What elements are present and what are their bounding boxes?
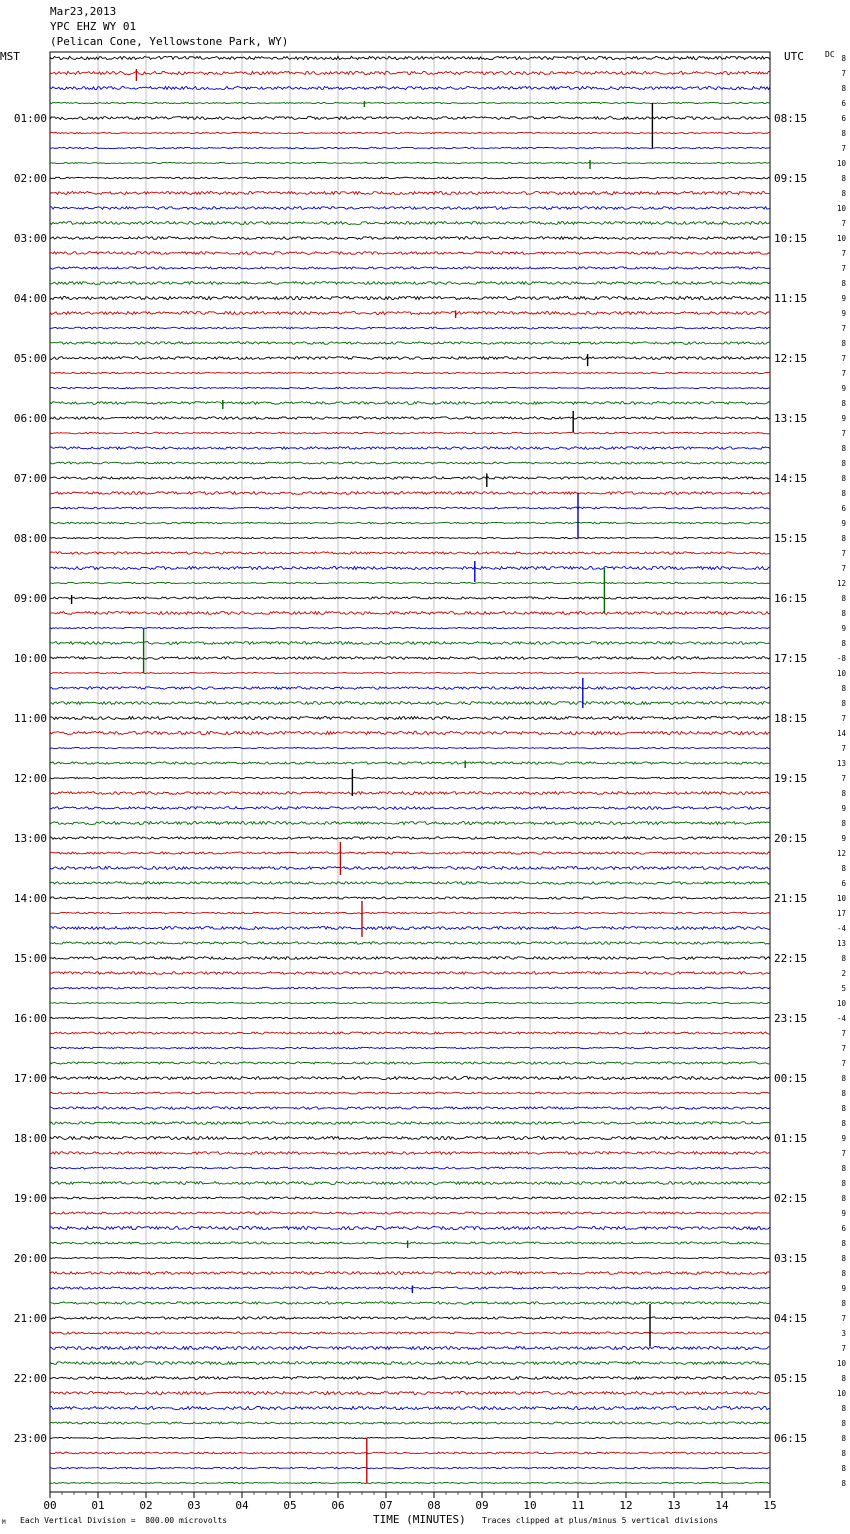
seismic-trace xyxy=(50,102,770,103)
mst-hour-label: 22:00 xyxy=(13,1372,47,1385)
dc-header-label: DC xyxy=(825,50,835,59)
seismic-trace xyxy=(50,777,770,779)
seismic-trace xyxy=(50,432,770,434)
seismic-trace xyxy=(50,657,770,660)
mst-hour-label: 17:00 xyxy=(13,1072,47,1085)
x-tick-label: 07 xyxy=(379,1499,393,1512)
seismic-trace xyxy=(50,282,770,285)
dc-offset-label: 8 xyxy=(841,534,846,543)
chart-title: YPC EHZ WY 01 xyxy=(50,20,137,33)
dc-offset-label: 8 xyxy=(841,864,846,873)
dc-offset-label: 6 xyxy=(841,504,846,513)
seismic-trace xyxy=(50,1076,770,1079)
seismic-trace xyxy=(50,1002,770,1003)
seismic-trace xyxy=(50,71,770,74)
seismic-trace xyxy=(50,327,770,329)
seismic-trace xyxy=(50,342,770,344)
seismic-trace xyxy=(50,462,770,464)
dc-offset-label: 7 xyxy=(841,369,846,378)
mst-hour-label: 16:00 xyxy=(13,1012,47,1025)
utc-hour-label: 03:15 xyxy=(774,1252,808,1265)
seismic-trace xyxy=(50,1242,770,1244)
dc-offset-label: 8 xyxy=(841,1479,846,1488)
dc-offset-label: 8 xyxy=(841,1419,846,1428)
seismic-trace xyxy=(50,1226,770,1229)
dc-offset-label: 8 xyxy=(841,1434,846,1443)
dc-offset-label: 8 xyxy=(841,609,846,618)
dc-offset-label: 6 xyxy=(841,1224,846,1233)
dc-offset-label: 10 xyxy=(836,669,846,678)
dc-offset-label: 8 xyxy=(841,1119,846,1128)
dc-offset-label: 8 xyxy=(841,594,846,603)
seismic-trace xyxy=(50,1257,770,1258)
seismic-trace xyxy=(50,1452,770,1454)
seismic-trace xyxy=(50,447,770,450)
dc-offset-label: 8 xyxy=(841,699,846,708)
dc-offset-label: 7 xyxy=(841,564,846,573)
seismic-trace xyxy=(50,1107,770,1109)
mst-hour-label: 15:00 xyxy=(13,952,47,965)
dc-offset-label: 7 xyxy=(841,324,846,333)
seismic-trace xyxy=(50,372,770,373)
utc-hour-label: 11:15 xyxy=(774,292,808,305)
scale-note: Each Vertical Division = 800.00 microvolts xyxy=(20,1516,228,1525)
seismic-trace xyxy=(50,1391,770,1394)
mst-hour-label: 20:00 xyxy=(13,1252,47,1265)
seismic-trace xyxy=(50,177,770,179)
seismic-trace xyxy=(50,1197,770,1199)
seismic-trace xyxy=(50,191,770,194)
seismic-trace xyxy=(50,582,770,583)
seismic-trace xyxy=(50,716,770,719)
dc-offset-label: 10 xyxy=(836,999,846,1008)
utc-hour-label: 09:15 xyxy=(774,172,808,185)
dc-offset-label: 8 xyxy=(841,129,846,138)
seismic-trace xyxy=(50,897,770,899)
seismic-trace xyxy=(50,642,770,645)
dc-offset-label: 9 xyxy=(841,414,846,423)
dc-offset-label: 8 xyxy=(841,1074,846,1083)
utc-hour-label: 14:15 xyxy=(774,472,808,485)
seismic-trace xyxy=(50,1332,770,1334)
mst-hour-label: 06:00 xyxy=(13,412,47,425)
dc-offset-label: 3 xyxy=(841,1329,846,1338)
utc-hour-label: 19:15 xyxy=(774,772,808,785)
seismic-trace xyxy=(50,221,770,224)
seismic-trace xyxy=(50,942,770,944)
dc-offset-label: 8 xyxy=(841,1194,846,1203)
dc-offset-label: 8 xyxy=(841,189,846,198)
mst-hour-label: 02:00 xyxy=(13,172,47,185)
seismic-trace xyxy=(50,552,770,554)
x-tick-label: 01 xyxy=(91,1499,105,1512)
dc-offset-label: 17 xyxy=(836,909,846,918)
dc-offset-label: 8 xyxy=(841,1299,846,1308)
dc-offset-label: 9 xyxy=(841,1134,846,1143)
dc-offset-label: 6 xyxy=(841,99,846,108)
dc-offset-label: 8 xyxy=(841,174,846,183)
dc-offset-label: 2 xyxy=(841,969,846,978)
mst-hour-label: 14:00 xyxy=(13,892,47,905)
seismic-trace xyxy=(50,1302,770,1304)
utc-hour-label: 01:15 xyxy=(774,1132,808,1145)
seismic-trace xyxy=(50,987,770,989)
x-tick-label: 03 xyxy=(187,1499,201,1512)
seismic-trace xyxy=(50,747,770,748)
dc-offset-label: 8 xyxy=(841,474,846,483)
seismic-trace xyxy=(50,1362,770,1365)
seismic-trace xyxy=(50,1422,770,1424)
dc-offset-label: 7 xyxy=(841,69,846,78)
seismic-trace xyxy=(50,672,770,673)
seismic-trace xyxy=(50,1317,770,1319)
mst-hour-label: 13:00 xyxy=(13,832,47,845)
dc-offset-label: 7 xyxy=(841,1149,846,1158)
mst-hour-label: 09:00 xyxy=(13,592,47,605)
seismic-trace xyxy=(50,1377,770,1380)
utc-hour-label: 18:15 xyxy=(774,712,808,725)
seismic-trace xyxy=(50,1182,770,1185)
dc-offset-label: 8 xyxy=(841,1179,846,1188)
seismic-trace xyxy=(50,1047,770,1049)
seismic-trace xyxy=(50,311,770,314)
seismic-trace xyxy=(50,867,770,870)
dc-offset-label: -4 xyxy=(836,1014,846,1023)
dc-offset-label: 9 xyxy=(841,834,846,843)
seismic-trace xyxy=(50,1482,770,1483)
utc-hour-label: 10:15 xyxy=(774,232,808,245)
x-tick-label: 12 xyxy=(619,1499,633,1512)
x-axis-title: TIME (MINUTES) xyxy=(373,1513,466,1526)
x-tick-label: 15 xyxy=(763,1499,777,1512)
mst-hour-label: 23:00 xyxy=(13,1432,47,1445)
dc-offset-label: 8 xyxy=(841,819,846,828)
seismic-trace xyxy=(50,702,770,705)
dc-offset-label: 8 xyxy=(841,1464,846,1473)
dc-offset-label: 7 xyxy=(841,744,846,753)
seismic-trace xyxy=(50,357,770,360)
seismic-trace xyxy=(50,402,770,405)
dc-offset-label: 12 xyxy=(836,579,846,588)
seismic-trace xyxy=(50,1032,770,1034)
dc-offset-label: 10 xyxy=(836,159,846,168)
utc-hour-label: 02:15 xyxy=(774,1192,808,1205)
seismic-trace xyxy=(50,522,770,524)
seismic-trace xyxy=(50,1346,770,1349)
dc-offset-label: 9 xyxy=(841,384,846,393)
x-tick-label: 10 xyxy=(523,1499,537,1512)
seismic-trace xyxy=(50,597,770,599)
corner-mark: M xyxy=(2,1519,6,1526)
seismic-trace xyxy=(50,972,770,975)
seismic-trace xyxy=(50,1152,770,1155)
dc-offset-label: 7 xyxy=(841,1059,846,1068)
dc-offset-label: 8 xyxy=(841,789,846,798)
mst-hour-label: 01:00 xyxy=(13,112,47,125)
seismic-trace xyxy=(50,1467,770,1469)
x-tick-label: 05 xyxy=(283,1499,297,1512)
mst-hour-label: 04:00 xyxy=(13,292,47,305)
seismic-trace xyxy=(50,927,770,930)
dc-offset-label: 6 xyxy=(841,879,846,888)
seismic-trace xyxy=(50,762,770,764)
dc-offset-label: 8 xyxy=(841,1404,846,1413)
seismic-trace xyxy=(50,807,770,810)
seismic-trace xyxy=(50,566,770,569)
seismic-trace xyxy=(50,1167,770,1169)
seismic-trace xyxy=(50,237,770,240)
seismic-trace xyxy=(50,492,770,495)
dc-offset-label: 7 xyxy=(841,264,846,273)
dc-offset-label: 9 xyxy=(841,1209,846,1218)
mst-hour-label: 12:00 xyxy=(13,772,47,785)
dc-offset-label: 8 xyxy=(841,1164,846,1173)
utc-hour-label: 00:15 xyxy=(774,1072,808,1085)
dc-offset-label: 8 xyxy=(841,444,846,453)
dc-offset-label: 7 xyxy=(841,144,846,153)
dc-offset-label: 8 xyxy=(841,1089,846,1098)
seismic-trace xyxy=(50,1136,770,1139)
dc-offset-label: 7 xyxy=(841,219,846,228)
utc-hour-label: 20:15 xyxy=(774,832,808,845)
dc-offset-label: 8 xyxy=(841,339,846,348)
dc-offset-label: 7 xyxy=(841,714,846,723)
dc-offset-label: 8 xyxy=(841,1269,846,1278)
utc-hour-label: 15:15 xyxy=(774,532,808,545)
dc-offset-label: 8 xyxy=(841,1374,846,1383)
dc-offset-label: 8 xyxy=(841,639,846,648)
seismic-trace xyxy=(50,1062,770,1064)
dc-offset-label: 7 xyxy=(841,1044,846,1053)
dc-offset-label: 14 xyxy=(836,729,846,738)
mst-hour-label: 18:00 xyxy=(13,1132,47,1145)
utc-hour-label: 13:15 xyxy=(774,412,808,425)
utc-hour-label: 22:15 xyxy=(774,952,808,965)
seismic-trace xyxy=(50,477,770,479)
seismic-trace xyxy=(50,912,770,914)
utc-hour-label: 16:15 xyxy=(774,592,808,605)
seismic-trace xyxy=(50,1122,770,1125)
dc-offset-label: 9 xyxy=(841,1284,846,1293)
seismic-trace xyxy=(50,882,770,885)
seismic-trace xyxy=(50,957,770,960)
seismic-trace xyxy=(50,1437,770,1438)
x-tick-label: 08 xyxy=(427,1499,441,1512)
seismic-trace xyxy=(50,252,770,255)
mst-hour-label: 07:00 xyxy=(13,472,47,485)
dc-offset-label: 9 xyxy=(841,624,846,633)
mst-hour-label: 10:00 xyxy=(13,652,47,665)
dc-offset-label: 8 xyxy=(841,1104,846,1113)
seismic-trace xyxy=(50,627,770,628)
seismic-trace xyxy=(50,1287,770,1289)
dc-offset-label: 8 xyxy=(841,279,846,288)
seismic-trace xyxy=(50,852,770,854)
seismic-trace xyxy=(50,731,770,734)
chart-date: Mar23,2013 xyxy=(50,5,117,18)
dc-offset-label: 10 xyxy=(836,1389,846,1398)
mst-hour-label: 03:00 xyxy=(13,232,47,245)
dc-offset-label: 7 xyxy=(841,354,846,363)
dc-offset-label: 8 xyxy=(841,399,846,408)
dc-offset-label: 7 xyxy=(841,1344,846,1353)
seismic-trace xyxy=(50,296,770,299)
seismic-trace xyxy=(50,611,770,614)
utc-hour-label: 12:15 xyxy=(774,352,808,365)
seismic-trace xyxy=(50,1092,770,1094)
dc-offset-label: 10 xyxy=(836,204,846,213)
x-tick-label: 00 xyxy=(43,1499,57,1512)
seismic-trace xyxy=(50,1272,770,1275)
right-timezone-label: UTC xyxy=(784,50,804,63)
dc-offset-label: 10 xyxy=(836,894,846,903)
mst-hour-label: 19:00 xyxy=(13,1192,47,1205)
seismic-trace xyxy=(50,1212,770,1214)
dc-offset-label: 7 xyxy=(841,1314,846,1323)
dc-offset-label: 8 xyxy=(841,459,846,468)
seismic-trace xyxy=(50,1017,770,1018)
dc-offset-label: 9 xyxy=(841,519,846,528)
chart-location: (Pelican Cone, Yellowstone Park, WY) xyxy=(50,35,289,48)
mst-hour-label: 05:00 xyxy=(13,352,47,365)
seismic-trace xyxy=(50,507,770,509)
seismic-trace xyxy=(50,162,770,163)
seismic-trace xyxy=(50,147,770,148)
x-tick-label: 14 xyxy=(715,1499,729,1512)
left-timezone-label: MST xyxy=(0,50,20,63)
mst-hour-label: 08:00 xyxy=(13,532,47,545)
seismic-trace xyxy=(50,687,770,690)
dc-offset-label: 13 xyxy=(836,759,846,768)
x-tick-label: 06 xyxy=(331,1499,345,1512)
dc-offset-label: 8 xyxy=(841,1254,846,1263)
dc-offset-label: 8 xyxy=(841,489,846,498)
seismic-trace xyxy=(50,387,770,388)
seismic-trace xyxy=(50,1406,770,1409)
dc-offset-label: 12 xyxy=(836,849,846,858)
dc-offset-label: 6 xyxy=(841,114,846,123)
dc-offset-label: -8 xyxy=(836,654,846,663)
dc-offset-label: 7 xyxy=(841,249,846,258)
dc-offset-label: 13 xyxy=(836,939,846,948)
seismic-trace xyxy=(50,821,770,824)
x-tick-label: 04 xyxy=(235,1499,249,1512)
dc-offset-label: 8 xyxy=(841,1239,846,1248)
dc-offset-label: 8 xyxy=(841,954,846,963)
dc-offset-label: 8 xyxy=(841,1449,846,1458)
utc-hour-label: 17:15 xyxy=(774,652,808,665)
dc-offset-label: 7 xyxy=(841,774,846,783)
dc-offset-label: 5 xyxy=(841,984,846,993)
x-tick-label: 11 xyxy=(571,1499,585,1512)
mst-hour-label: 21:00 xyxy=(13,1312,47,1325)
dc-offset-label: 9 xyxy=(841,804,846,813)
x-tick-label: 02 xyxy=(139,1499,153,1512)
mst-hour-label: 11:00 xyxy=(13,712,47,725)
utc-hour-label: 05:15 xyxy=(774,1372,808,1385)
dc-offset-label: 10 xyxy=(836,1359,846,1368)
dc-offset-label: 8 xyxy=(841,84,846,93)
seismic-trace xyxy=(50,56,770,59)
utc-hour-label: 06:15 xyxy=(774,1432,808,1445)
seismic-trace xyxy=(50,117,770,120)
x-tick-label: 09 xyxy=(475,1499,489,1512)
seismic-trace xyxy=(50,207,770,210)
utc-hour-label: 04:15 xyxy=(774,1312,808,1325)
dc-offset-label: 7 xyxy=(841,1029,846,1038)
seismic-trace xyxy=(50,537,770,538)
seismic-trace xyxy=(50,86,770,89)
dc-offset-label: 9 xyxy=(841,294,846,303)
utc-hour-label: 21:15 xyxy=(774,892,808,905)
dc-offset-label: 8 xyxy=(841,684,846,693)
clip-note: Traces clipped at plus/minus 5 vertical divisions xyxy=(482,1516,719,1525)
seismic-trace xyxy=(50,837,770,839)
x-tick-label: 13 xyxy=(667,1499,681,1512)
dc-offset-label: -4 xyxy=(836,924,846,933)
utc-hour-label: 08:15 xyxy=(774,112,808,125)
seismic-trace xyxy=(50,267,770,269)
dc-offset-label: 7 xyxy=(841,429,846,438)
utc-hour-label: 23:15 xyxy=(774,1012,808,1025)
dc-offset-label: 8 xyxy=(841,54,846,63)
dc-offset-label: 9 xyxy=(841,309,846,318)
seismic-trace xyxy=(50,417,770,420)
seismic-trace xyxy=(50,792,770,795)
seismic-trace xyxy=(50,132,770,133)
dc-offset-label: 7 xyxy=(841,549,846,558)
dc-offset-label: 10 xyxy=(836,234,846,243)
